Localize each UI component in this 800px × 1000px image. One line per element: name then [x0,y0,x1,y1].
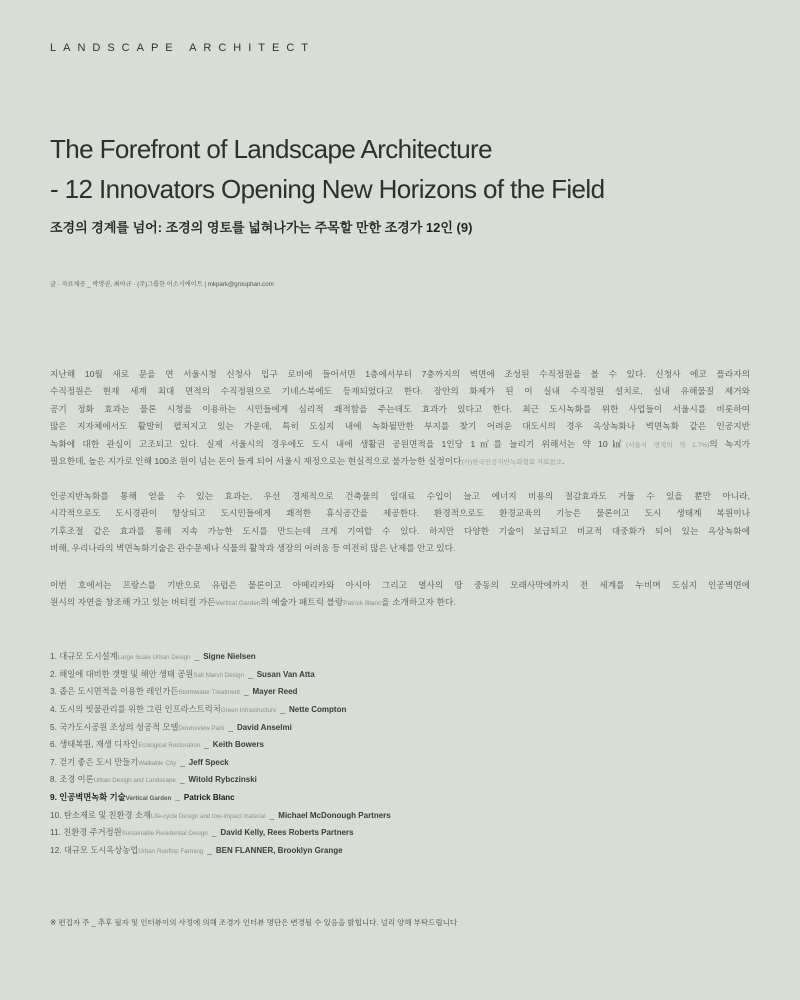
series-item-topic-en: Downsview Park [178,724,225,732]
inline-note: (서울시 면적의 약 1.7%) [626,441,710,449]
body-line [50,366,750,383]
series-item-topic: 9. 인공벽면녹화 기술 [50,792,126,802]
body-text: 을 소개하고자 한다. [381,597,456,608]
body-paragraph [50,577,750,612]
series-item-separator: _ [175,792,180,802]
series-item-topic: 4. 도시의 빗물관리를 위한 그린 인프라스트럭처 [50,703,221,714]
body-paragraph [50,488,750,558]
body-text: 이번 호에서는 프랑스를 기반으로 유럽은 물론이고 아메리카와 아시아 그리고 열사의 땅 중동의 모래사막에까지 전 세계를 누비며 도심지 인공벽면에 [50,580,750,590]
series-item [50,771,750,789]
series-item-topic-en: Salt Marsh Design [193,671,245,679]
series-item-topic: 12. 대규모 도시옥상농업 [50,844,139,855]
series-item-topic-en: Urban Rooftop Farming [138,847,204,855]
series-item-separator: _ [179,774,185,785]
body-text: 공기 정화 효과는 물론 시청을 이용하는 시민들에게 심리적 쾌적함을 주는데도 효과가 있다고 한다. 최근 도시녹화를 위한 사업들이 서울시를 비롯하여 [50,403,750,414]
body-line [50,594,750,611]
article-title-line-2: - 12 Innovators Opening New Horizons of the Field [50,174,605,204]
series-item [50,701,750,719]
body-line [50,505,750,522]
series-item [50,736,750,754]
series-item-separator: _ [194,651,200,661]
body-text: 기후조절 같은 효과를 통해 지속 가능한 도시를 만드는데 크게 기여할 수 있다. 하지만 다양한 기술이 보급되고 비교적 대중화가 되어 있는 옥상녹화에 [50,525,750,536]
series-item-architect: David Kelly, Rees Roberts Partners [220,828,354,838]
series-item-topic: 5. 국가도시공원 조성의 성공적 모델 [50,721,179,732]
series-item-topic-en: Green Infrastructure [220,706,277,714]
series-item [50,807,750,825]
body-line [50,383,750,400]
series-item-topic-en: Stormwater Treatment [178,689,240,697]
body-text: 의 예술가 패트릭 블랑 [260,597,344,608]
series-item-architect: Keith Bowers [212,740,264,750]
series-item-topic-en: Large Scale Urban Design [117,654,191,661]
body-text: 수직정원은 현재 세계 최대 면적의 수직정원으로 기네스북에도 등재되었다고 한다. 장안의 화제가 된 이 실내 수직정원 설치로, 실내 유해물질 제거와 [50,386,750,397]
series-item-architect: Jeff Speck [188,757,229,767]
series-item [50,666,750,684]
series-item-topic-en: Urban Design and Landscape [93,777,176,785]
series-item-separator: _ [204,739,209,750]
series-item-architect: BEN FLANNER, Brooklyn Grange [215,845,343,855]
body-line [50,577,750,594]
body-text: 녹화에 대한 관심이 고조되고 있다. 실제 서울시의 경우에도 도시 내에 생활권 공원면적을 1인당 1㎡를 늘리기 위해서는 약 10㎢ [50,438,627,449]
series-item-architect: Mayer Reed [252,687,298,697]
series-item-topic: 7. 걷기 좋은 도시 만들기 [50,756,139,767]
series-item-topic-en: Life-cycle Design and low-impact material [150,812,266,820]
series-item-topic-en: Ecological Restoration [138,742,201,750]
author-credit: 글 · 자료제공 _ 박명권, 최아규 · (주)그룹한 어소시에이트 | mkpark@grouphan.com [50,281,274,288]
body-text: 원시의 자연을 창조해 가고 있는 버티컬 가든 [50,597,216,608]
series-item-architect: Witold Rybczinski [188,775,257,785]
inline-note: Patrick Blanc [343,600,382,608]
series-item-separator: _ [243,686,249,697]
body-text: . [562,455,565,466]
series-item-topic: 2. 해일에 대비한 갯벌 및 해안 생태 공원 [50,668,194,679]
series-item-architect: Signe Nielsen [203,652,256,661]
series-item-topic-en: Walkable City [138,759,177,767]
body-text: 인공지반녹화를 통해 얻을 수 있는 효과는, 우선 경제적으로 건축물의 임대료 수입이 늘고 에너지 비용의 절감효과도 거둘 수 있을 뿐만 아니라, [50,491,750,501]
article-title-line-1: The Forefront of Landscape Architecture [50,134,492,164]
series-item [50,842,750,860]
series-item-topic: 11. 친환경 주거정원 [50,827,122,838]
body-text: 비해, 우리나라의 벽면녹화기술은 관수문제나 식물의 활착과 생장의 어려움 등 여전히 많은 난제를 안고 있다. [50,543,456,554]
series-item-separator: _ [180,756,185,767]
series-item [50,789,750,807]
inline-note: Vertical Garden [215,600,261,608]
body-line [50,453,750,470]
series-item-topic-en: Sustainable Residential Design [121,830,208,838]
series-item [50,824,750,842]
series-item-topic-en: Vertical Garden [125,795,172,802]
series-list [50,648,750,860]
series-item [50,754,750,772]
body-text: 의 녹지가 [709,438,750,449]
article-subtitle-korean: 조경의 경계를 넘어: 조경의 영토를 넓혀나가는 주목할 만한 조경가 12인 (9) [50,220,473,235]
body-line [50,401,750,418]
series-item-separator: _ [280,703,286,714]
series-item-separator: _ [248,668,253,679]
series-item-architect: Nette Compton [289,704,347,714]
body-text: 많은 지자체에서도 활발히 펼쳐지고 있는 가운데, 특히 도심지 내에 녹화될만한 부지를 찾기 어려운 대도시의 경우 옥상녹화나 벽면녹화 같은 인공지반 [50,421,750,432]
series-item-architect: Patrick Blanc [183,793,235,802]
body-line [50,418,750,435]
body-text: 필요한데, 높은 지가로 인해 100조 원이 넘는 돈이 들게 되어 서울시 재정으로는 현실적으로 불가능한 실정이다 [50,455,462,466]
series-item-topic: 8. 조경 이론 [50,774,94,785]
body-text: 지난해 10월 새로 문을 연 서울시청 신청사 입구 로비에 들어서면 1층에서부터 7층까지의 벽면에 조성된 수직정원을 볼 수 있다. 신청사 에코 플라자의 [50,369,750,379]
series-item-topic: 10. 탄소제로 및 친환경 소재 [50,809,151,820]
series-item [50,648,750,666]
series-item-architect: Susan Van Atta [256,669,315,679]
series-item-separator: _ [207,844,212,855]
editor-note: ※ 편집자 주 _ 추후 필자 및 인터뷰이의 사정에 의해 조경가 인터뷰 명단은 변경될 수 있음을 밝힙니다. 널리 양해 부탁드립니다 [50,918,458,927]
series-item-separator: _ [211,827,217,838]
body-paragraph [50,366,750,470]
section-header: LANDSCAPE ARCHITECT [50,42,316,54]
body-text: 시각적으로도 도시경관이 향상되고 도시민들에게 쾌적한 휴식공간을 제공한다. 환경적으로도 환경교육의 기능은 물론이고 도시 생태계 복원이나 [50,508,750,519]
inline-note: (사)한국인공지반녹화협회 자료참조 [461,458,563,466]
series-item-architect: David Anselmi [236,722,292,732]
body-line [50,540,750,557]
series-item-topic: 3. 좁은 도시면적을 이용한 레인가든 [50,686,179,697]
series-item [50,719,750,737]
series-item-separator: _ [228,721,233,732]
series-item-topic: 1. 대규모 도시설계 [50,651,118,661]
series-item-separator: _ [269,809,275,820]
body-line [50,436,750,453]
series-item [50,683,750,701]
body-line [50,488,750,505]
series-item-architect: Michael McDonough Partners [278,810,391,820]
series-item-topic: 6. 생태복원, 재생 디자인 [50,739,139,750]
body-line [50,523,750,540]
